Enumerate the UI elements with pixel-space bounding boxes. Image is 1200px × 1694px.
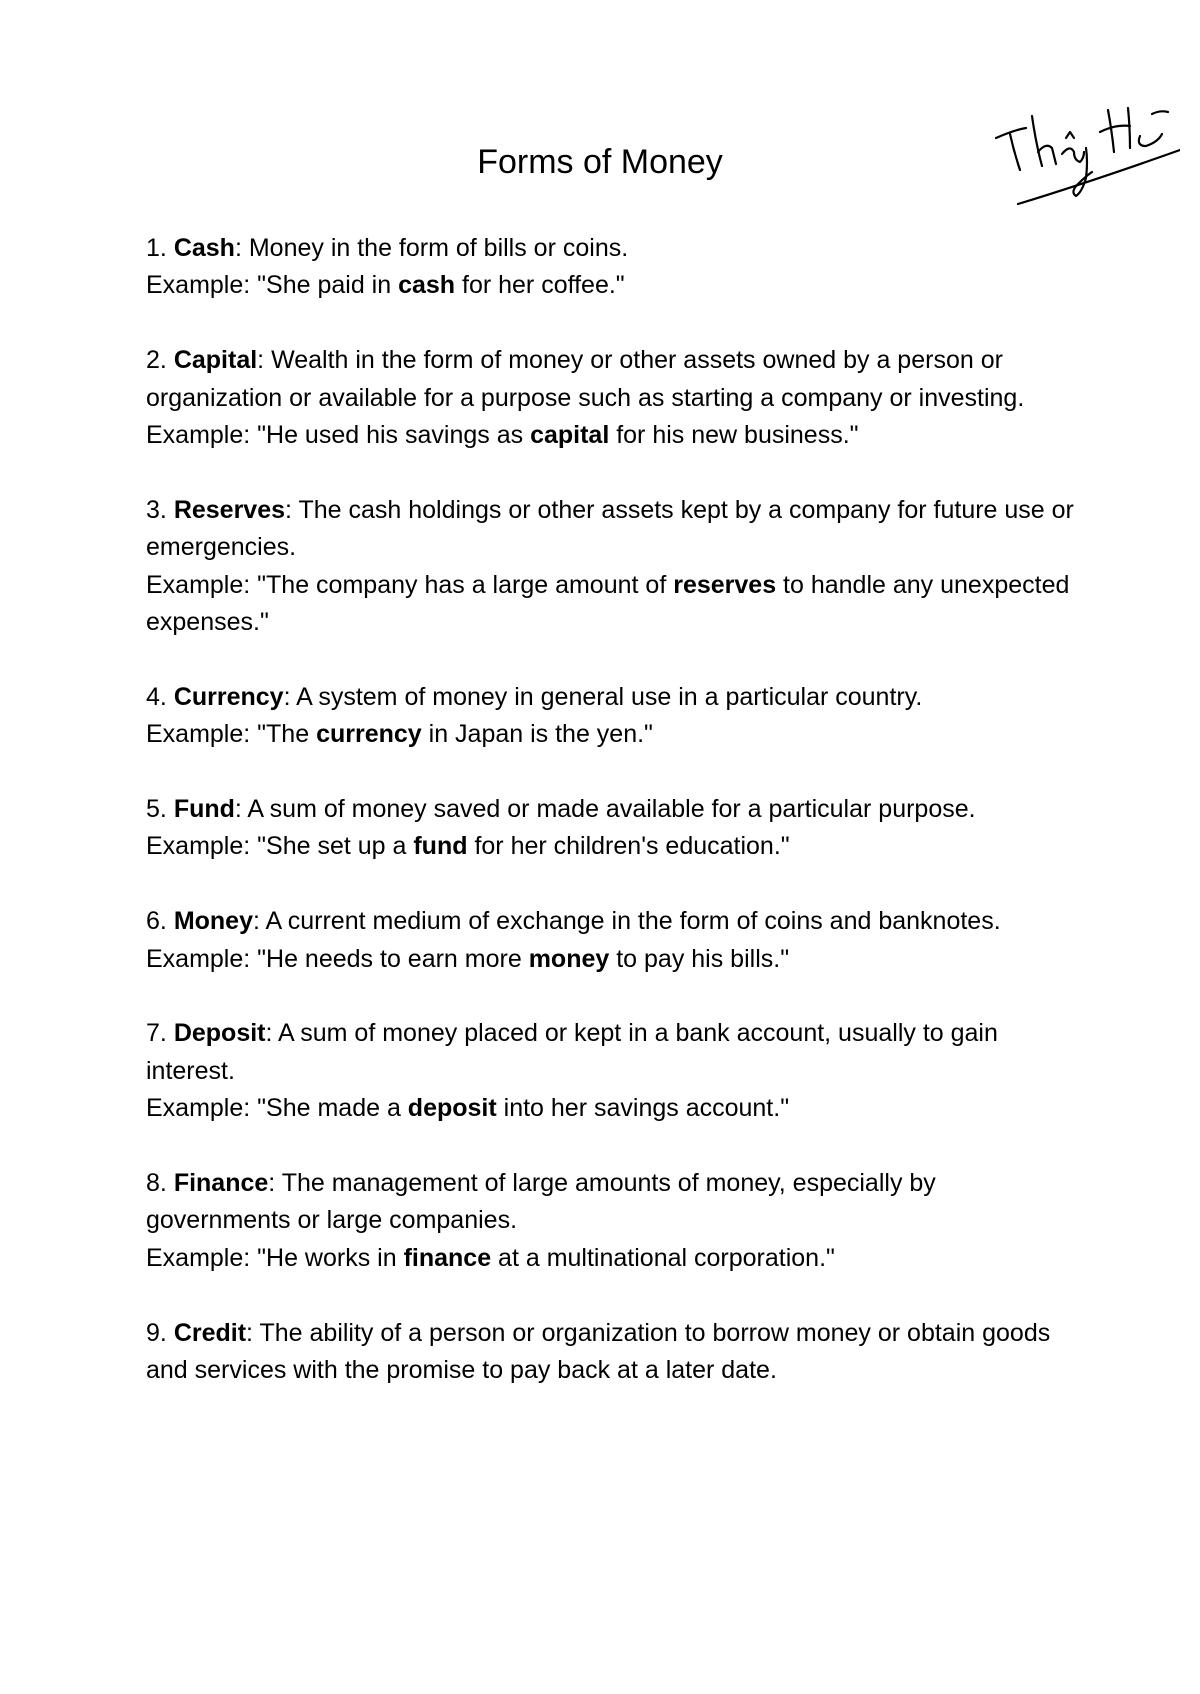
list-item-money [146,903,1076,978]
list-item-finance [146,1165,1076,1277]
term: Fund [173,795,235,824]
list-item-capital [146,342,1076,454]
definition-line: 5. Fund: A sum of money saved or made available for a particular purpose. [146,795,976,824]
definition-line: 8. Finance: The management of large amounts of money, especially by governments or large companies. [146,1169,936,1235]
term: Capital [173,346,258,375]
term: Reserves [173,495,286,524]
example-keyword: currency [316,720,422,749]
definition: : The cash holdings or other assets kept by a company for future use or emergencies. [146,495,1074,562]
document-title: Forms of Money [477,143,723,181]
definition-line: 4. Currency: A system of money in general use in a particular country. [146,682,923,711]
example-keyword: cash [398,271,456,300]
term: Cash [173,234,235,262]
list-item-fund [146,791,1076,866]
definition-line: 6. Money: A current medium of exchange in the form of coins and banknotes. [146,907,1001,936]
definition: : A system of money in general use in a particular country. [283,682,923,711]
example-line: Example: "He works in finance at a multinational corporation." [146,1243,835,1272]
term: Deposit [173,1019,266,1048]
list-item-reserves [146,492,1076,642]
list-item-deposit [146,1015,1076,1127]
definition: : Money in the form of bills or coins. [234,234,629,262]
definition: : The management of large amounts of money, especially by governments or large companies. [146,1169,936,1235]
term: Money [173,907,253,936]
definition: : A current medium of exchange in the form of coins and banknotes. [253,907,1001,936]
definition: : A sum of money saved or made available for a particular purpose. [234,795,976,824]
definition-line: 2. Capital: Wealth in the form of money or other assets owned by a person or organization or available for a purpose such as starting a company or investing. [146,346,1025,412]
example-keyword: finance [403,1243,492,1272]
example-keyword: money [528,944,610,973]
definition-line: 1. Cash: Money in the form of bills or coins. [146,234,629,262]
list-item-currency [146,679,1076,754]
list-item-credit [146,1315,1076,1390]
term: Finance [173,1169,269,1198]
term: Currency [173,682,284,711]
definition-line: 9. Credit: The ability of a person or organization to borrow money or obtain goods and services with the promise to pay back at a later date. [146,1318,1051,1385]
handwritten-signature [990,92,1180,212]
example-line: Example: "The company has a large amount of reserves to handle any unexpected expenses." [146,570,1070,637]
definition-line: 7. Deposit: A sum of money placed or kept in a bank account, usually to gain interest. [146,1019,998,1085]
term: Credit [173,1318,247,1347]
example-line: Example: "She paid in cash for her coffee." [146,271,625,300]
definition: : A sum of money placed or kept in a bank account, usually to gain interest. [146,1019,998,1085]
example-line: Example: "She made a deposit into her savings account." [146,1094,790,1123]
definition: : Wealth in the form of money or other assets owned by a person or organization or available for a purpose such as starting a company or investing. [146,346,1025,412]
example-keyword: capital [530,421,610,450]
example-line: Example: "He needs to earn more money to pay his bills." [146,944,790,973]
definition: : The ability of a person or organization to borrow money or obtain goods and services with the promise to pay back at a later date. [146,1318,1051,1385]
example-line: Example: "She set up a fund for her children's education." [146,832,790,861]
example-keyword: reserves [673,570,777,599]
definition-list [146,230,1076,1427]
example-line: Example: "The currency in Japan is the yen." [146,720,653,749]
example-keyword: deposit [407,1094,497,1123]
example-line: Example: "He used his savings as capital for his new business." [146,421,859,450]
definition-line: 3. Reserves: The cash holdings or other assets kept by a company for future use or emergencies. [146,495,1074,562]
list-item-cash [146,230,1076,305]
example-keyword: fund [413,832,468,861]
